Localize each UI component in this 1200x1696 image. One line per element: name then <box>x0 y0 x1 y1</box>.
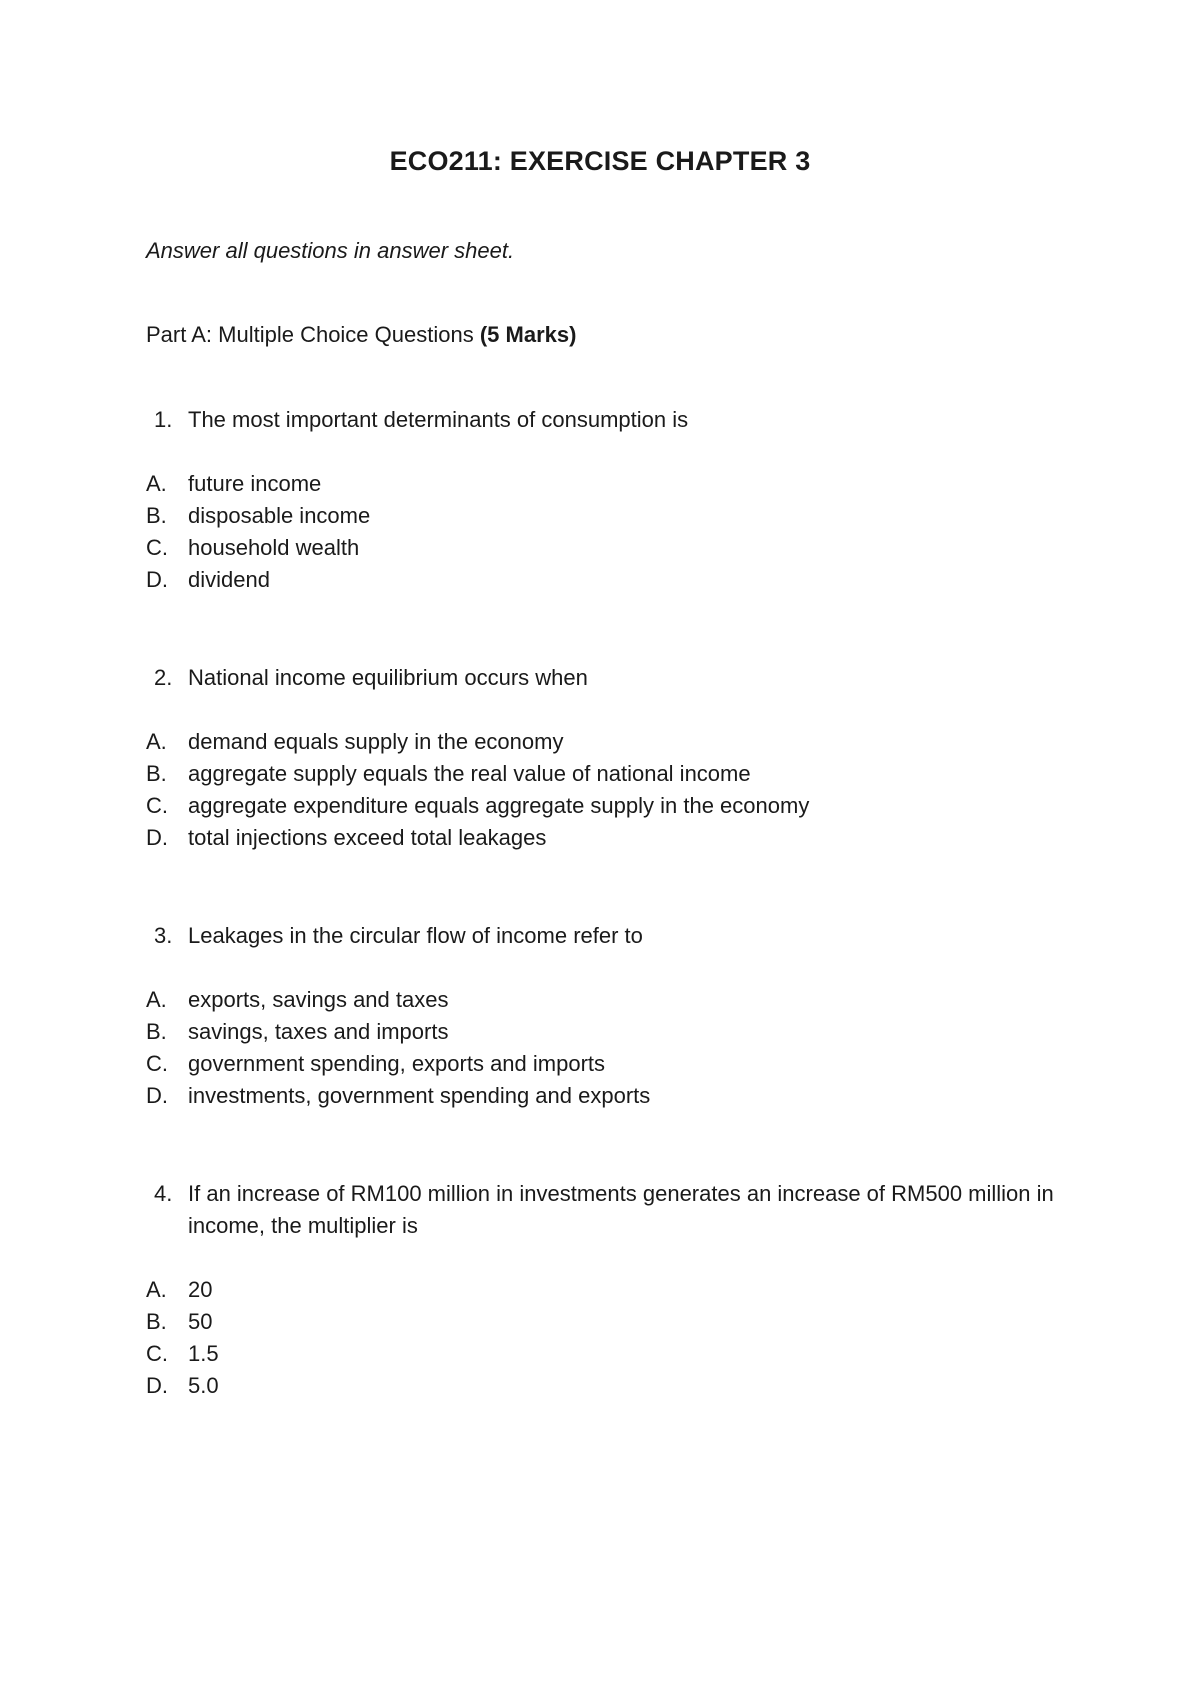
option-text: 50 <box>188 1309 213 1334</box>
option-text: aggregate expenditure equals aggregate supply in the economy <box>188 793 810 818</box>
option-text: 1.5 <box>188 1341 219 1366</box>
part-heading <box>146 322 576 348</box>
instruction-text: Answer all questions in answer sheet. <box>146 238 515 263</box>
option-c <box>146 532 1086 564</box>
option-text: savings, taxes and imports <box>188 1019 449 1044</box>
option-d <box>146 1080 1086 1112</box>
option-a <box>146 1274 1086 1306</box>
option-b <box>146 1016 1086 1048</box>
option-d <box>146 1370 1086 1402</box>
option-b <box>146 500 1086 532</box>
question-number: 4. <box>154 1181 173 1206</box>
option-text: exports, savings and taxes <box>188 987 449 1012</box>
option-text: demand equals supply in the economy <box>188 729 564 754</box>
option-letter: A. <box>146 471 167 496</box>
option-text: 5.0 <box>188 1373 219 1398</box>
question-4 <box>146 1178 1086 1402</box>
option-text: disposable income <box>188 503 371 528</box>
option-letter: C. <box>146 1341 168 1366</box>
option-d <box>146 822 1086 854</box>
question-text: The most important determinants of consumption is <box>188 407 689 432</box>
option-text: dividend <box>188 567 270 592</box>
option-letter: D. <box>146 1083 168 1108</box>
option-letter: B. <box>146 1019 167 1044</box>
option-list <box>146 468 1086 596</box>
option-a <box>146 984 1086 1016</box>
option-letter: B. <box>146 503 167 528</box>
option-letter: C. <box>146 1051 168 1076</box>
option-letter: D. <box>146 825 168 850</box>
question-number: 2. <box>154 665 173 690</box>
option-text: aggregate supply equals the real value of national income <box>188 761 751 786</box>
question-text: Leakages in the circular flow of income refer to <box>188 923 643 948</box>
option-text: future income <box>188 471 322 496</box>
option-c <box>146 1048 1086 1080</box>
part-marks: (5 Marks) <box>479 322 577 347</box>
question-text: If an increase of RM100 million in investments generates an increase of RM500 million in income, the multiplier is <box>188 1181 1054 1238</box>
option-text: investments, government spending and exports <box>188 1083 651 1108</box>
option-text: total injections exceed total leakages <box>188 825 547 850</box>
option-letter: B. <box>146 1309 167 1334</box>
option-letter: B. <box>146 761 167 786</box>
option-letter: A. <box>146 1277 167 1302</box>
option-letter: C. <box>146 535 168 560</box>
option-letter: D. <box>146 567 168 592</box>
option-list <box>146 1274 1086 1402</box>
option-letter: D. <box>146 1373 168 1398</box>
question-3 <box>146 920 1086 1112</box>
question-number: 3. <box>154 923 173 948</box>
option-c <box>146 790 1086 822</box>
option-c <box>146 1338 1086 1370</box>
option-a <box>146 726 1086 758</box>
option-text: household wealth <box>188 535 360 560</box>
option-b <box>146 758 1086 790</box>
question-1 <box>146 404 1086 596</box>
option-letter: A. <box>146 987 167 1012</box>
part-label: Part A: Multiple Choice Questions <box>146 322 474 347</box>
option-a <box>146 468 1086 500</box>
question-number: 1. <box>154 407 173 432</box>
option-d <box>146 564 1086 596</box>
question-text: National income equilibrium occurs when <box>188 665 588 690</box>
option-text: 20 <box>188 1277 213 1302</box>
option-list <box>146 984 1086 1112</box>
option-b <box>146 1306 1086 1338</box>
option-letter: A. <box>146 729 167 754</box>
question-2 <box>146 662 1086 854</box>
page-title: ECO211: EXERCISE CHAPTER 3 <box>389 146 811 176</box>
option-text: government spending, exports and imports <box>188 1051 606 1076</box>
option-list <box>146 726 1086 854</box>
option-letter: C. <box>146 793 168 818</box>
